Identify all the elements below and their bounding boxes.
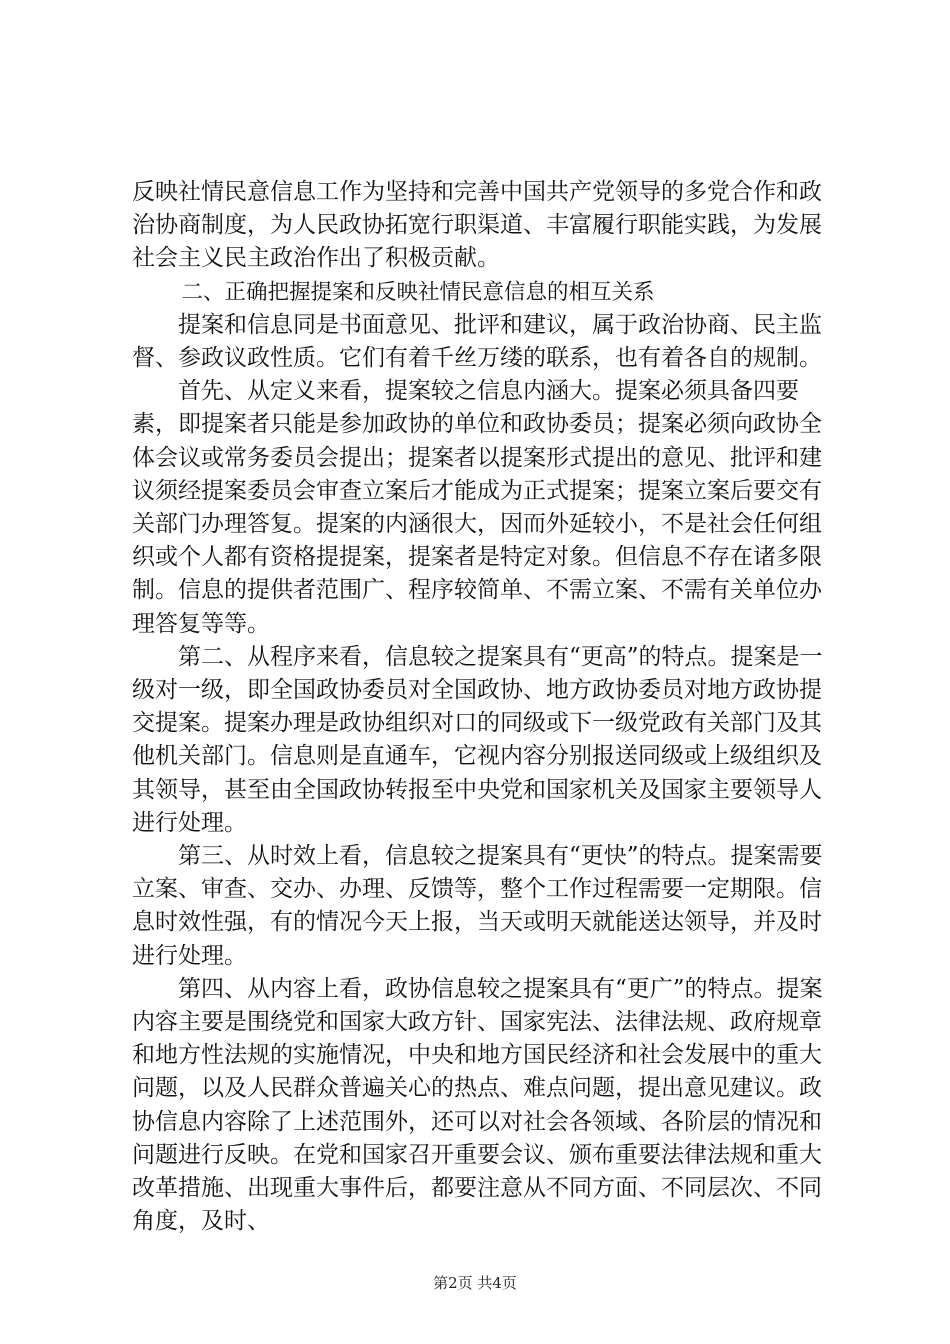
document-body: [132, 176, 832, 1239]
section-heading: 二、正确把握提案和反映社情民意信息的相互关系: [181, 279, 655, 305]
paragraph-procedure: 第二、从程序来看，信息较之提案具有“更高”的特点。提案是一级对一级，即全国政协委员对全国政协、地方政协委员对地方政协提交提案。提案办理是政协组织对口的同级或下一级党政有关部门及其他机关部门。信息则是直通车，它视内容分别报送同级或上级组织及其领导，甚至由全国政协转报至中央党和国家机关及国家主要领导人进行处理。: [132, 643, 823, 836]
paragraph-relation-overview: 提案和信息同是书面意见、批评和建议，属于政治协商、民主监督、参政议政性质。它们有着千丝万缕的联系，也有着各自的规制。: [132, 311, 822, 372]
paragraph-content: 第四、从内容上看，政协信息较之提案具有“更广”的特点。提案内容主要是围绕党和国家大政方针、国家宪法、法律法规、政府规章和地方性法规的实施情况，中央和地方国民经济和社会发展中的重大问题，以及人民群众普遍关心的热点、难点问题，提出意见建议。政协信息内容除了上述范围外，还可以对社会各领域、各阶层的情况和问题进行反映。在党和国家召开重要会议、颁布重要法律法规和重大改革措施、出现重大事件后，都要注意从不同方面、不同层次、不同角度，及时、: [132, 975, 823, 1235]
page-number-footer: 第2页 共4页: [433, 1274, 517, 1292]
paragraph-definition: 首先、从定义来看，提案较之信息内涵大。提案必须具备四要素，即提案者只能是参加政协的单位和政协委员；提案必须向政协全体会议或常务委员会提出；提案者以提案形式提出的意见、批评和建议须经提案委员会审查立案后才能成为正式提案；提案立案后要交有关部门办理答复。提案的内涵很大，因而外延较小，不是社会任何组织或个人都有资格提提案，提案者是特定对象。但信息不存在诸多限制。信息的提供者范围广、程序较简单、不需立案、不需有关单位办理答复等等。: [132, 378, 822, 637]
paragraph-timeliness: 第三、从时效上看，信息较之提案具有“更快”的特点。提案需要立案、审查、交办、办理、反馈等，整个工作过程需要一定期限。信息时效性强，有的情况今天上报，当天或明天就能送达领导，并及时进行处理。: [132, 843, 823, 969]
paragraph-continuation: 反映社情民意信息工作为坚持和完善中国共产党领导的多党合作和政治协商制度，为人民政协拓宽行职渠道、丰富履行职能实践，为发展社会主义民主政治作出了积极贡献。: [132, 179, 822, 272]
